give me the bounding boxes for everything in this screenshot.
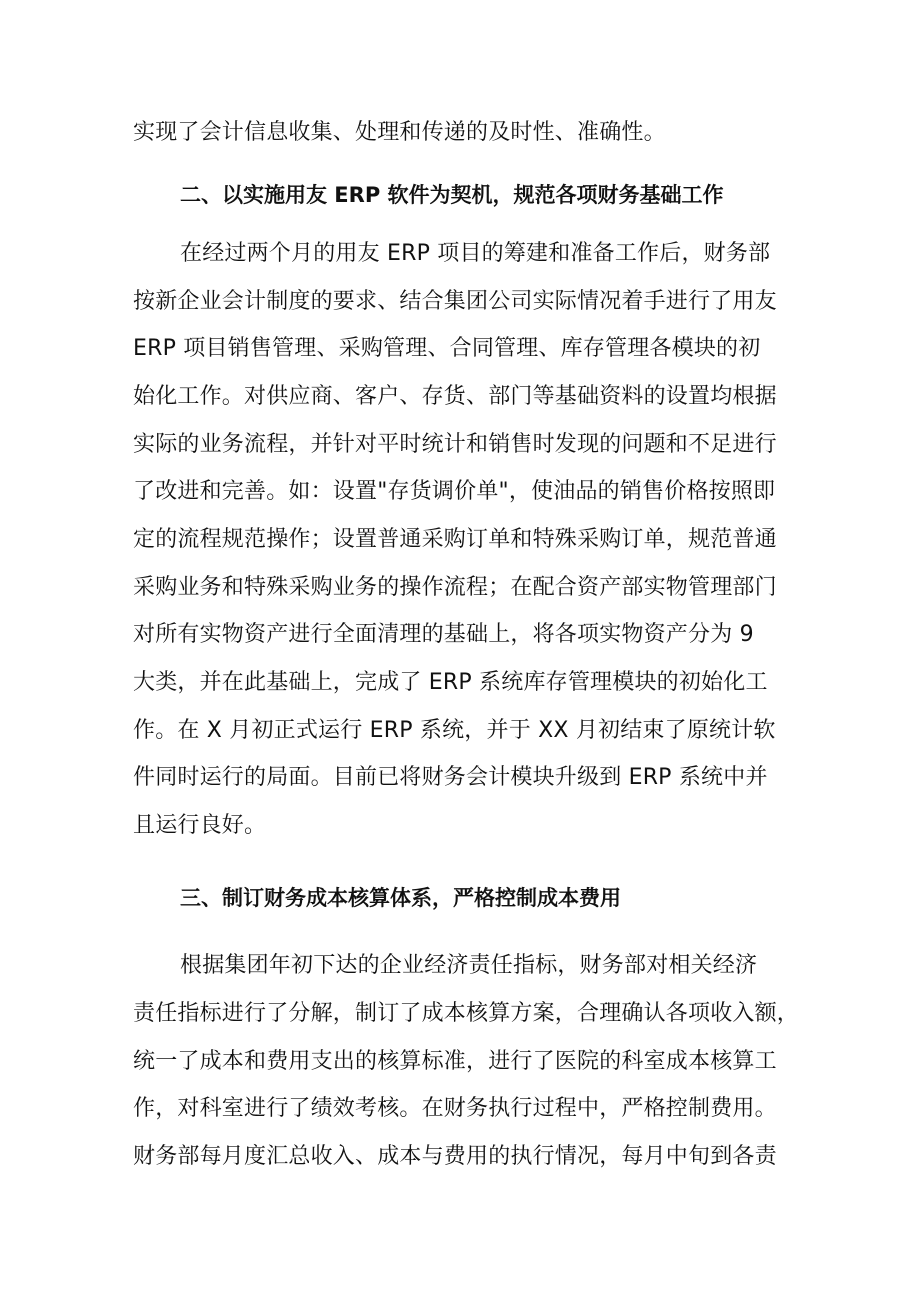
- paragraph-line: 财务部每月度汇总收入、成本与费用的执行情况，每月中旬到各责: [133, 1144, 777, 1169]
- paragraph-line: 作，对科室进行了绩效考核。在财务执行过程中，严格控制费用。: [133, 1096, 777, 1121]
- paragraph-line: 统一了成本和费用支出的核算标准，进行了医院的科室成本核算工: [133, 1049, 777, 1074]
- paragraph-line: 件同时运行的局面。目前已将财务会计模块升级到 ERP 系统中并: [133, 765, 768, 790]
- paragraph-line: 作。在 X 月初正式运行 ERP 系统，并于 XX 月初结束了原统计软: [133, 718, 776, 743]
- paragraph-line: 责任指标进行了分解，制订了成本核算方案，合理确认各项收入额，: [133, 1001, 800, 1026]
- paragraph-line: 大类，并在此基础上，完成了 ERP 系统库存管理模块的初始化工: [133, 670, 768, 695]
- paragraph-line: ERP 项目销售管理、采购管理、合同管理、库存管理各模块的初: [133, 336, 761, 361]
- paragraph-line: 采购业务和特殊采购业务的操作流程；在配合资产部实物管理部门: [133, 575, 777, 600]
- paragraph-line: 在经过两个月的用友 ERP 项目的筹建和准备工作后，财务部: [180, 241, 771, 266]
- paragraph-line: 且运行良好。: [133, 813, 267, 838]
- paragraph-line: 实现了会计信息收集、处理和传递的及时性、准确性。: [133, 120, 666, 145]
- section-heading-3: 三、制订财务成本核算体系，严格控制成本费用: [180, 886, 621, 910]
- paragraph-line: 根据集团年初下达的企业经济责任指标，财务部对相关经济: [180, 953, 758, 978]
- paragraph-line: 按新企业会计制度的要求、结合集团公司实际情况着手进行了用友: [133, 289, 777, 314]
- paragraph-line: 对所有实物资产进行全面清理的基础上，将各项实物资产分为 9: [133, 622, 754, 647]
- paragraph-line: 实际的业务流程，并针对平时统计和销售时发现的问题和不足进行: [133, 432, 777, 457]
- paragraph-line: 始化工作。对供应商、客户、存货、部门等基础资料的设置均根据: [133, 384, 777, 409]
- section-heading-2: 二、以实施用友 ERP 软件为契机，规范各项财务基础工作: [180, 183, 724, 207]
- paragraph-line: 定的流程规范操作；设置普通采购订单和特殊采购订单，规范普通: [133, 527, 777, 552]
- paragraph-line: 了改进和完善。如：设置"存货调价单"，使油品的销售价格按照即: [133, 479, 776, 504]
